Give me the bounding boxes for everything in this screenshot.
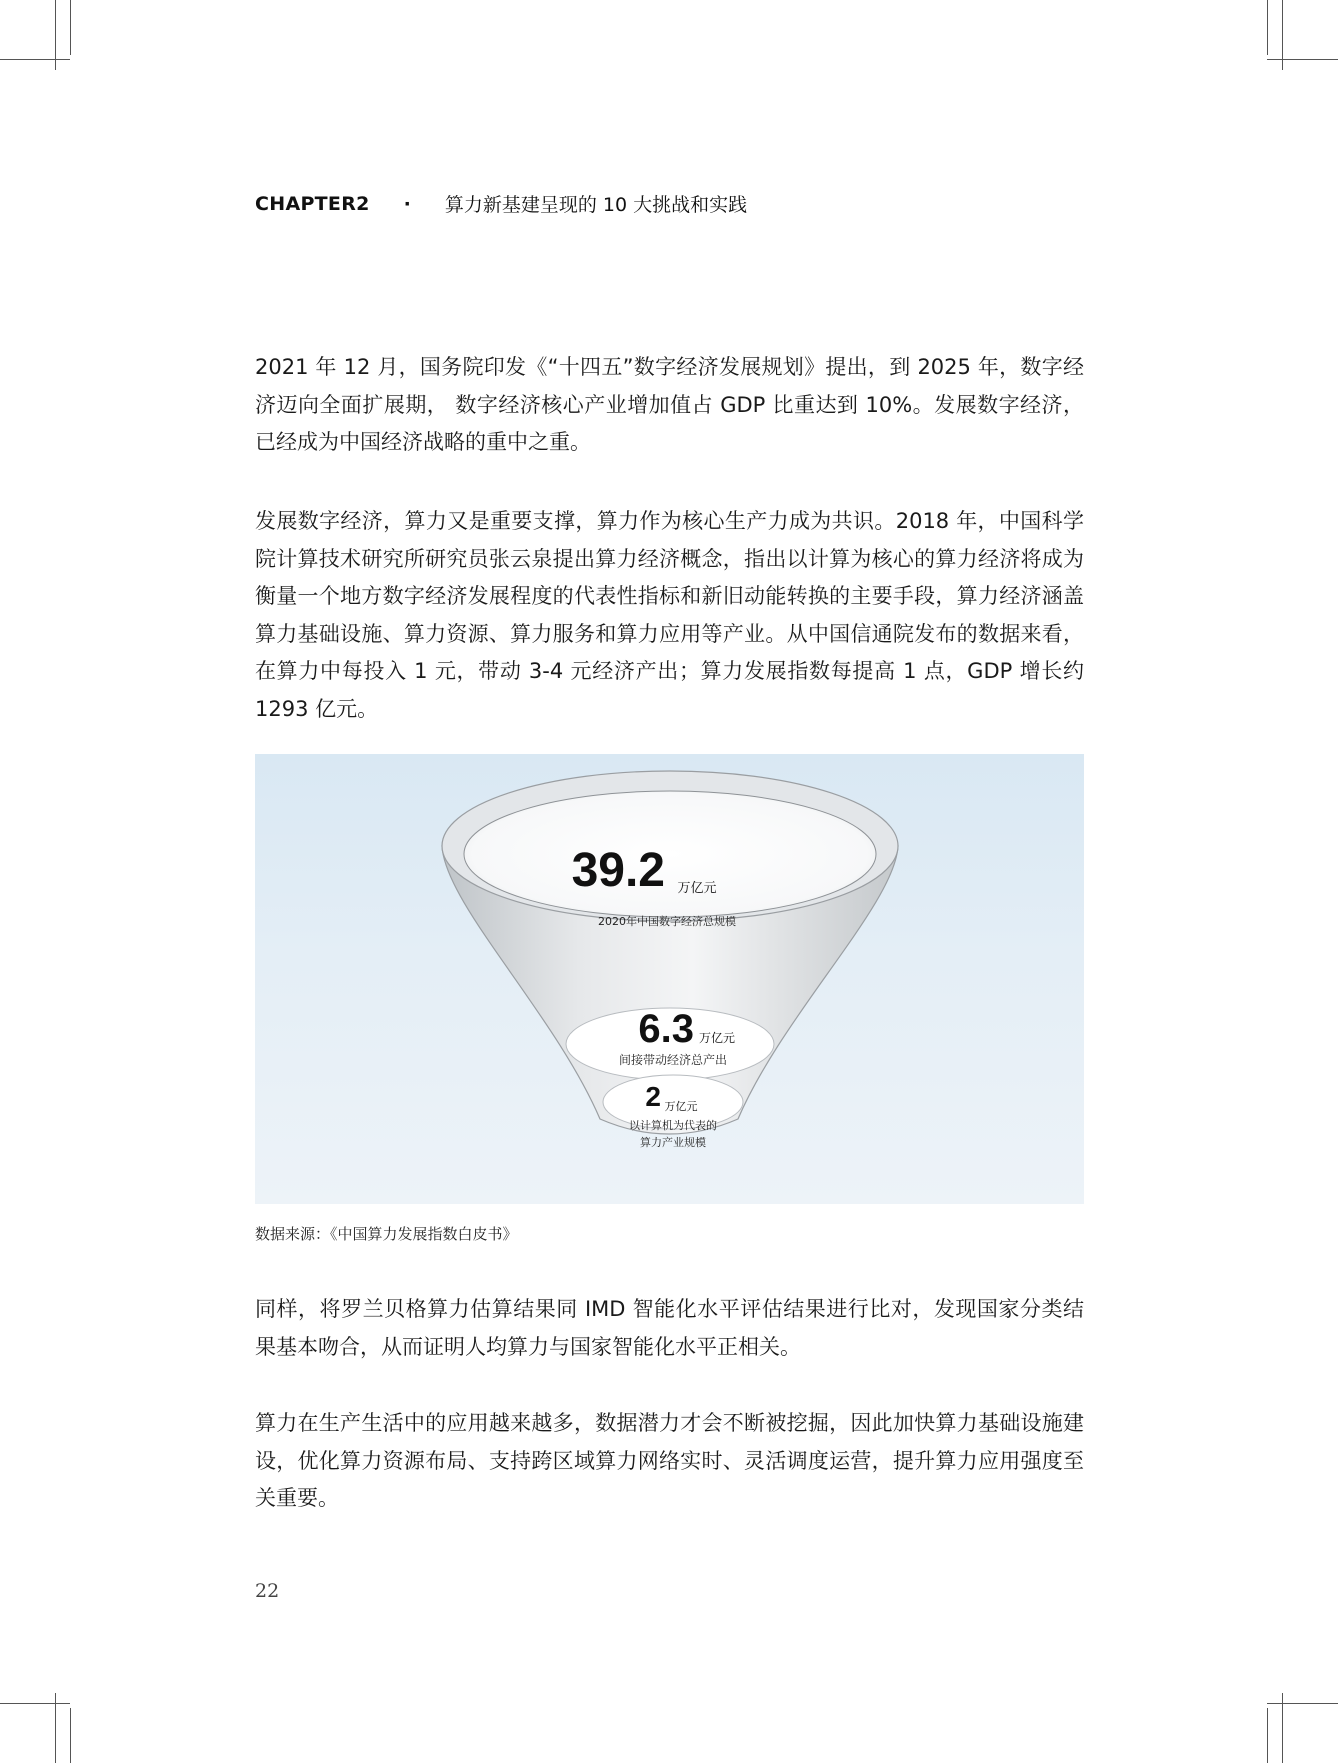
level-3-value: 2 bbox=[645, 1081, 661, 1112]
level-3-unit: 万亿元 bbox=[664, 1100, 698, 1113]
level-1-value: 39.2 bbox=[571, 844, 665, 897]
crop-mark bbox=[1267, 1708, 1268, 1763]
header-separator: · bbox=[403, 192, 411, 215]
paragraph-4: 算力在生产生活中的应用越来越多，数据潜力才会不断被挖掘，因此加快算力基础设施建设，优化算力资源布局、支持跨区域算力网络实时、灵活调度运营，提升算力应用强度至关重要。 bbox=[255, 1411, 1084, 1510]
crop-mark bbox=[0, 59, 70, 60]
level-3-desc-line1: 以计算机为代表的 bbox=[629, 1119, 717, 1132]
figure-caption: 数据来源：《中国算力发展指数白皮书》 bbox=[255, 1225, 518, 1243]
crop-mark bbox=[1267, 59, 1338, 60]
paragraph-2: 发展数字经济，算力又是重要支撑，算力作为核心生产力成为共识。2018 年，中国科学院计算技术研究所研究员张云泉提出算力经济概念，指出以计算为核心的算力经济将成为衡量一个地方数字经济发展程度的代表性指标和新旧动能转换的主要手段，算力经济涵盖算力基础设施、算力资源、算力服务和算力应用等产业。从中国信通院发布的数据来看，在算力中每投入 1 元，带动 3-4 元经济产出；算力发展指数每提高 1 点，GDP 增长约 1293 亿元。 bbox=[255, 509, 1084, 721]
chapter-label: CHAPTER2 bbox=[255, 192, 370, 215]
paragraph-3: 同样，将罗兰贝格算力估算结果同 IMD 智能化水平评估结果进行比对，发现国家分类结果基本吻合，从而证明人均算力与国家智能化水平正相关。 bbox=[255, 1297, 1084, 1359]
level-2-desc: 间接带动经济总产出 bbox=[618, 1053, 728, 1067]
crop-mark bbox=[55, 1693, 56, 1763]
level-2-unit: 万亿元 bbox=[698, 1031, 736, 1045]
funnel-figure bbox=[255, 754, 1084, 1204]
crop-mark bbox=[70, 0, 71, 55]
level-1-desc: 2020年中国数字经济总规模 bbox=[598, 915, 736, 928]
crop-mark bbox=[1267, 1703, 1338, 1704]
chapter-header bbox=[255, 190, 747, 217]
crop-mark bbox=[1282, 1693, 1283, 1763]
page-number: 22 bbox=[255, 1580, 280, 1602]
funnel-graphic bbox=[255, 754, 1084, 1204]
crop-mark bbox=[70, 1708, 71, 1763]
crop-mark bbox=[1267, 0, 1268, 55]
level-2-value: 6.3 bbox=[638, 1007, 694, 1051]
level-3-desc-line2: 算力产业规模 bbox=[640, 1136, 706, 1149]
crop-mark bbox=[55, 0, 56, 70]
paragraph-1: 2021 年 12 月，国务院印发《“十四五”数字经济发展规划》提出，到 2025 年，数字经济迈向全面扩展期， 数字经济核心产业增加值占 GDP 比重达到 10%。发展数字经济，已经成为中国经济战略的重中之重。 bbox=[255, 355, 1084, 454]
level-1-unit: 万亿元 bbox=[677, 881, 717, 896]
funnel-top-face bbox=[464, 791, 876, 917]
crop-mark bbox=[1282, 0, 1283, 70]
chapter-title: 算力新基建呈现的 10 大挑战和实践 bbox=[444, 194, 748, 216]
crop-mark bbox=[0, 1703, 70, 1704]
